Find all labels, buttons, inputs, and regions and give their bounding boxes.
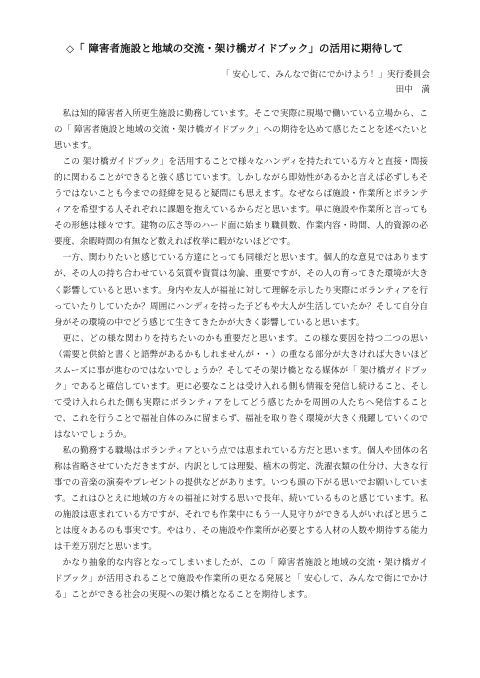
paragraph: 私の勤務する職場はボランティアという点では恵まれている方だと思います。個人や団体の名称は省略させていただきますが、内訳としては理髪、植木の剪定、洗濯衣類の仕分け、大きな行事での音楽の演奏やプレゼントの提供などがあります。いつも頭の下がる思いでお願いしています。これはひとえに地域の方々の福祉に対する思いで長年、続いているものと感じています。私の施設は恵まれている方ですが、それでも作業中にもう一人見守りができる人がいればと思うことは度々あるのも事実です。やはり、その施設や作業所が必要とする人材の人数や期待する能力は千差万別だと思います。 (54, 445, 428, 553)
author-name: 田中 満 (395, 85, 430, 95)
document-title: ◇「 障害者施設と地域の交流・架け橋ガイドブック」の活用に期待して (66, 43, 404, 55)
byline (221, 68, 430, 98)
paragraph: 更に、どの様な関わりを持ちたいのかも重要だと思います。この様な要因を持つ二つの思い（需要と供給と書くと語弊があるかもしれませんが・・）の重なる部分が大きければ大きいほどスムーズに事が進むのではないでしょうか？そしてその架け橋となる媒体が「 架け橋ガイドブック」であると確信しています。更に必要なことは受け入れる側も情報を発信し続けること、そして受け入れられた側も実際にボランティアをしてどう感じたかを周囲の人たちへ発信することで、これを行うことで福祉自体のみに留まらず、福祉を取り巻く環境が大きく飛躍していくのではないでしょうか。 (54, 333, 428, 440)
paragraph: 私は知的障害者入所更生施設に勤務しています。そこで実際に現場で働いている立場から、この「 障害者施設と地域の交流・架け橋ガイドブック」への期待を込めて感じたことを述べたいと思います。 (54, 109, 428, 152)
committee-name: 「 安心して、みんなで街にでかけよう！」実行委員会 (221, 70, 430, 80)
paragraph: この 架け橋ガイドブック」を活用することで様々なハンディを持たれている方々と直接・間接的に関わることができると強く感じています。しかしながら即効性があるかと言えば必ずしもそうではないことも今までの経緯を見ると疑問にも思えます。なぜならば施設・作業所とボランティアを希望する人それぞれに課題を抱えているからだと思います。単に施設や作業所と言ってもその形態は様々です。建物の広さ等のハード面に始まり職員数、作業内容・時間、人的資源の必要度、余暇時間の有無など数えれば枚挙に暇がないほどです。 (54, 157, 428, 248)
paragraph: かなり抽象的な内容となってしまいましたが、この「 障害者施設と地域の交流・架け橋ガイドブック」が活用されることで施設や作業所の更なる発展と「 安心して、みんなで街にでかける」ことができる社会の実現への架け橋となることを期待します。 (54, 558, 428, 601)
document-body (54, 106, 428, 603)
paragraph: 一方、関わりたいと感じている方達にとっても同様だと思います。個人的な意見ではありますが、その人の持ち合わせている気質や資質は勿論、重要ですが、その人の育ってきた環境が大きく影響していると思います。身内や友人が福祉に対して理解を示したり実際にボランティアを行っていたりしていたか？周囲にハンディを持った子どもや大人が生活していたか？そして自分自身がその環境の中でどう感じて生きてきたかが大きく影響していると思います。 (54, 253, 428, 328)
